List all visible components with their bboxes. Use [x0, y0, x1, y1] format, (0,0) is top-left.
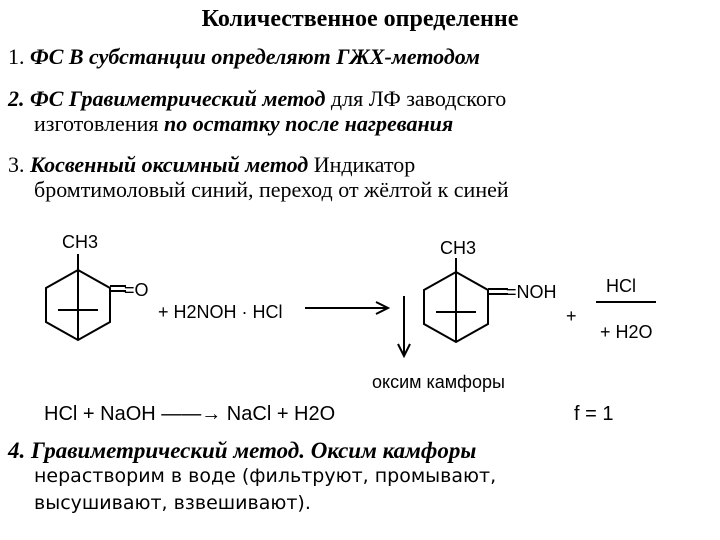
item-continuation — [8, 111, 506, 136]
ch3-label: CH3 — [440, 238, 477, 258]
item-number: 3. — [8, 152, 25, 177]
list-item-4 — [8, 438, 496, 517]
titration-equation: HCl + NaOH ——→ NaCl + H2O — [44, 403, 336, 425]
oxime-structure — [424, 258, 508, 342]
reagent-label: + H2NOH · HCl — [158, 302, 283, 322]
item-number: 4. — [8, 438, 26, 463]
ch3-label: CH3 — [62, 232, 99, 252]
item-bold-text: ФС Гравиметрический метод — [30, 86, 326, 111]
oxime-name-label: оксим камфоры — [372, 372, 505, 392]
item-bold-text: Гравиметрический метод. Оксим камфоры — [31, 438, 477, 463]
item-continuation: бромтимоловый синий, переход от жёлтой к синей — [34, 177, 509, 202]
oxime-noh-label: =NOH — [506, 282, 557, 302]
item-bold-text: по остатку после нагревания — [163, 111, 454, 136]
item-continuation: высушивают, взвешивают). — [34, 492, 311, 514]
list-item-3 — [8, 152, 509, 202]
item-continuation: нерастворим в воде (фильтруют, промывают, — [34, 465, 497, 487]
list-item-1 — [8, 44, 480, 69]
item-normal-text: изготовления — [34, 111, 164, 136]
item-number: 2. — [8, 86, 25, 111]
reaction-scheme — [0, 220, 720, 440]
water-label: + H2O — [600, 322, 653, 342]
plus-label: + — [566, 306, 577, 326]
list-item-2 — [8, 86, 506, 136]
page-title: Количественное определенне — [201, 6, 519, 32]
item-normal-text: для ЛФ заводского — [325, 86, 507, 111]
ketone-oxygen-label: =O — [124, 280, 149, 300]
item-bold-text: Косвенный оксимный метод — [30, 152, 309, 177]
item-normal-text: Индикатор — [308, 152, 416, 177]
hcl-label: HCl — [606, 276, 636, 296]
factor-label: f = 1 — [574, 403, 614, 425]
camphor-structure — [46, 254, 126, 340]
item-number: 1. — [8, 44, 25, 69]
reaction-arrow — [305, 302, 388, 314]
down-arrow — [398, 296, 410, 356]
item-bold-text: ФС В субстанции определяют ГЖХ-методом — [30, 44, 481, 69]
